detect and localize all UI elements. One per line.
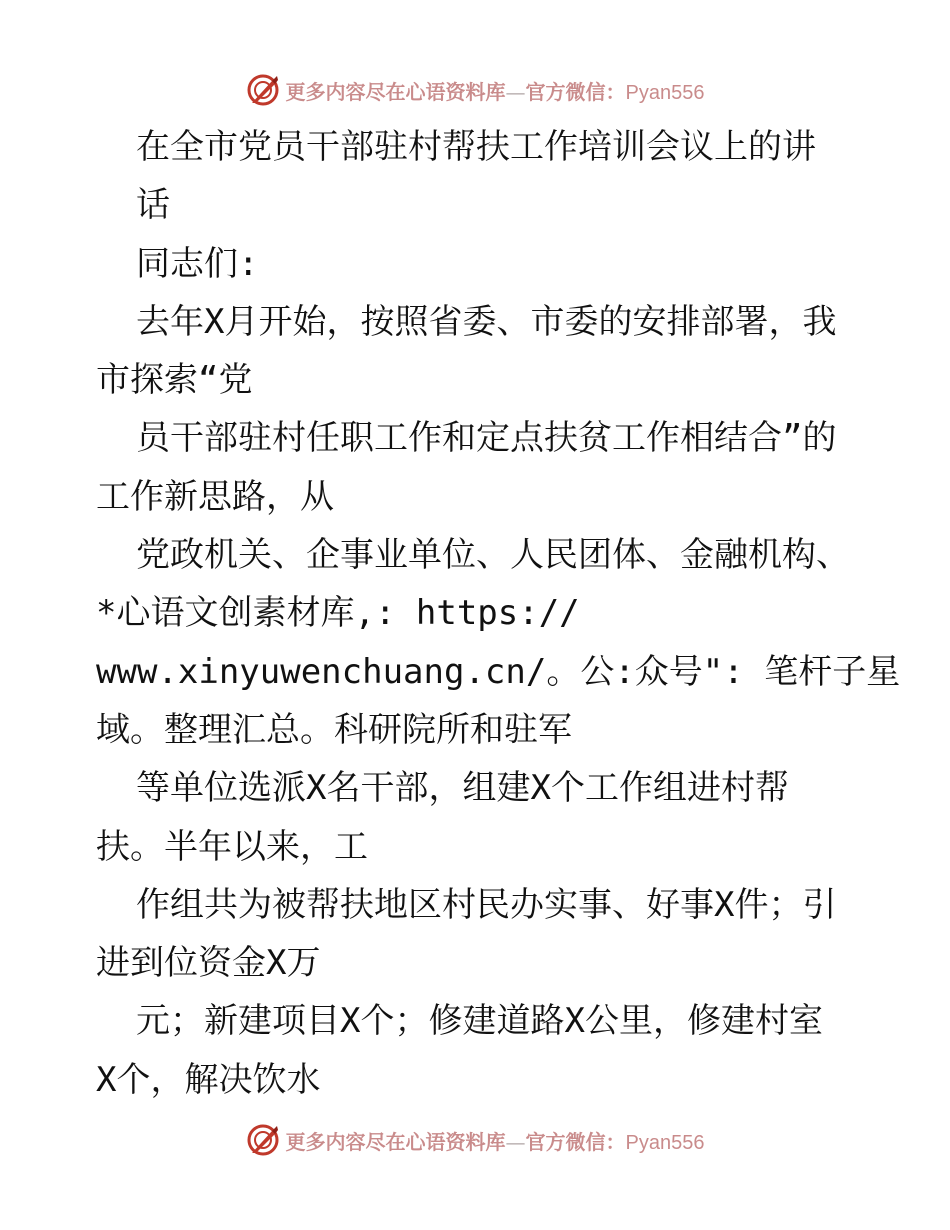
document-line: 同志们:: [136, 243, 259, 284]
quill-logo-icon: [246, 73, 280, 107]
header-banner-text: 更多内容尽在心语资料库—官方微信：Pyan556: [285, 79, 705, 104]
document-line: X个，解决饮水: [96, 1059, 321, 1100]
document-line: www.xinyuwenchuang.cn/。公:众号": 笔杆子星: [96, 651, 901, 692]
document-line: *心语文创素材库,: https://: [96, 593, 580, 634]
document-line: 员干部驻村任职工作和定点扶贫工作相结合”的: [136, 418, 837, 459]
quill-logo-icon: [246, 1123, 280, 1157]
document-line: 元；新建项目X个；修建道路X公里，修建村室: [136, 1001, 823, 1042]
document-line: 扶。半年以来，工: [96, 826, 368, 867]
footer-banner: [0, 1122, 950, 1158]
document-line: 进到位资金X万: [96, 943, 321, 984]
document-line: 党政机关、企事业单位、人民团体、金融机构、: [136, 535, 850, 576]
document-line: 去年X月开始，按照省委、市委的安排部署，我: [136, 301, 837, 342]
header-banner: [0, 72, 950, 108]
document-line: 作组共为被帮扶地区村民办实事、好事X件；引: [136, 884, 837, 925]
document-line: 工作新思路，从: [96, 476, 334, 517]
document-line: 在全市党员干部驻村帮扶工作培训会议上的讲: [136, 127, 816, 167]
document-line: 等单位选派X名干部，组建X个工作组进村帮: [136, 768, 789, 809]
document-line: 域。整理汇总。科研院所和驻军: [96, 709, 572, 750]
footer-banner-text: 更多内容尽在心语资料库—官方微信：Pyan556: [285, 1129, 705, 1154]
document-body: [96, 118, 901, 1109]
document-line: 市探索“党: [96, 360, 253, 401]
document-line: 话: [136, 185, 170, 226]
